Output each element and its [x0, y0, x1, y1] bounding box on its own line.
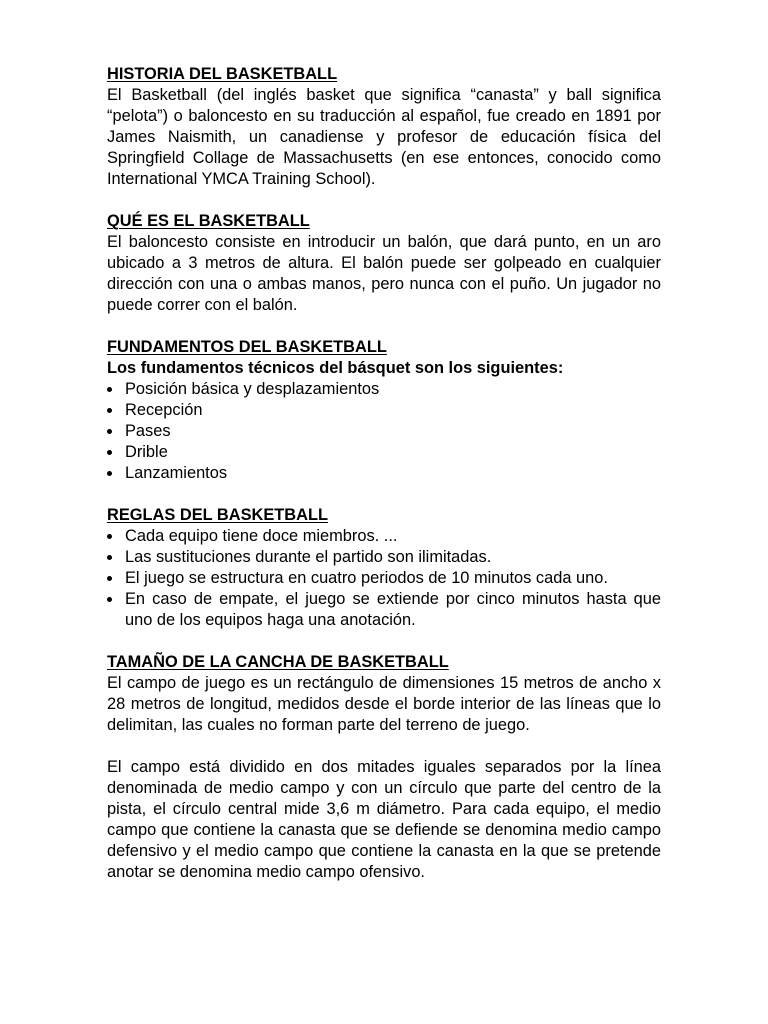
list-item-text: Cada equipo tiene doce miembros. ... — [125, 527, 398, 545]
list-item-text: Recepción — [125, 401, 203, 419]
list-item — [107, 463, 661, 484]
bullet-icon — [107, 471, 112, 476]
section-reglas — [107, 505, 661, 631]
bullet-icon — [107, 555, 112, 560]
list-item — [107, 442, 661, 463]
bullet-icon — [107, 408, 112, 413]
list-item-text: Las sustituciones durante el partido son ilimitadas. — [125, 548, 492, 566]
list-item — [107, 589, 661, 631]
list-item-text: Lanzamientos — [125, 464, 228, 482]
paragraph-cancha-dimensiones: El campo de juego es un rectángulo de dimensiones 15 metros de ancho x 28 metros de longitud, medidos desde el borde interior de las líneas que lo delimitan, las cuales no forman parte del terreno de juego. — [107, 674, 661, 734]
list-item-text: Posición básica y desplazamientos — [125, 380, 380, 398]
list-reglas — [107, 526, 661, 631]
heading-fundamentos: FUNDAMENTOS DEL BASKETBALL — [107, 338, 387, 356]
section-que-es — [107, 211, 661, 316]
section-fundamentos — [107, 337, 661, 484]
list-item — [107, 421, 661, 442]
list-item-text: En caso de empate, el juego se extiende por cinco minutos hasta que uno de los equipos haga una anotación. — [125, 590, 661, 629]
subheading-fundamentos: Los fundamentos técnicos del básquet son los siguientes: — [107, 359, 564, 377]
bullet-icon — [107, 597, 112, 602]
list-item — [107, 526, 661, 547]
section-cancha — [107, 652, 661, 883]
list-item — [107, 379, 661, 400]
bullet-icon — [107, 387, 112, 392]
list-item-text: Drible — [125, 443, 168, 461]
list-item — [107, 568, 661, 589]
heading-que-es: QUÉ ES EL BASKETBALL — [107, 212, 310, 230]
bullet-icon — [107, 429, 112, 434]
paragraph-cancha-division: El campo está dividido en dos mitades iguales separados por la línea denominada de medio campo y con un círculo que parte del centro de la pista, el círculo central mide 3,6 m diámetro. Para cada equipo, el medio campo que contiene la canasta que se defiende se denomina medio campo defensivo y el medio campo que contiene la canasta en la que se pretende anotar se denomina medio campo ofensivo. — [107, 758, 661, 881]
heading-cancha: TAMAÑO DE LA CANCHA DE BASKETBALL — [107, 653, 449, 671]
heading-historia: HISTORIA DEL BASKETBALL — [107, 65, 338, 83]
bullet-icon — [107, 534, 112, 539]
list-item — [107, 400, 661, 421]
section-historia — [107, 64, 661, 190]
heading-reglas: REGLAS DEL BASKETBALL — [107, 506, 328, 524]
list-fundamentos — [107, 379, 661, 484]
paragraph-historia: El Basketball (del inglés basket que significa “canasta” y ball significa “pelota”) o baloncesto en su traducción al español, fue creado en 1891 por James Naismith, un canadiense y profesor de educación física del Springfield Collage de Massachusetts (en ese entonces, conocido como International YMCA Training School). — [107, 86, 661, 188]
list-item — [107, 547, 661, 568]
bullet-icon — [107, 450, 112, 455]
list-item-text: Pases — [125, 422, 171, 440]
document-page — [107, 64, 661, 904]
list-item-text: El juego se estructura en cuatro periodos de 10 minutos cada uno. — [125, 569, 608, 587]
bullet-icon — [107, 576, 112, 581]
paragraph-que-es: El baloncesto consiste en introducir un balón, que dará punto, en un aro ubicado a 3 metros de altura. El balón puede ser golpeado en cualquier dirección con una o ambas manos, pero nunca con el puño. Un jugador no puede correr con el balón. — [107, 233, 661, 314]
